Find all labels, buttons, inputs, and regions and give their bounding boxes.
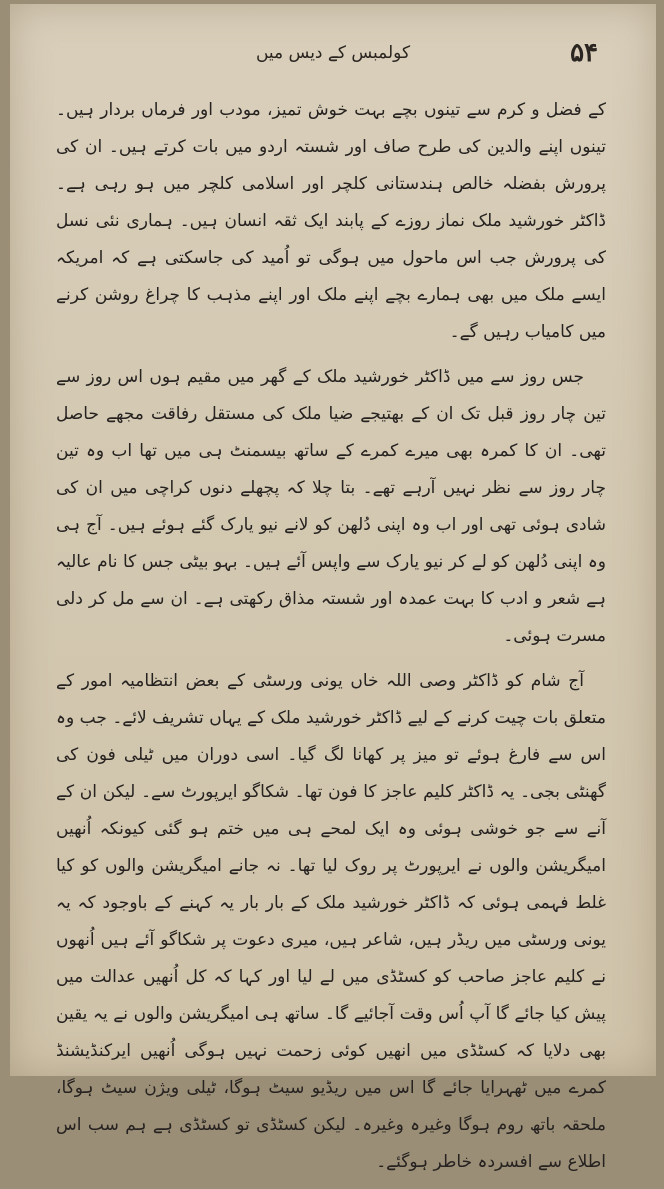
book-page (10, 4, 656, 1172)
page-header (10, 38, 656, 78)
paragraph-2: جس روز سے میں ڈاکٹر خورشید ملک کے گھر میں مقیم ہوں اس روز سے تین چار روز قبل تک ان کے بھتیجے ضیا ملک کی مستقل رفاقت مجھے حاصل تھی۔ ان کا کمرہ بھی میرے کمرے کے ساتھ بیسمنٹ ہی میں تھا اب وہ تین چار روز سے نظر نہیں آرہے تھے۔ بتا چلا کہ پچھلے دنوں کراچی میں ان کی شادی ہوئی تھی اور اب وہ اپنی دُلھن کو لانے نیو یارک گئے ہوئے ہیں۔ آج ہی وہ اپنی دُلھن کو لے کر نیو یارک سے واپس آئے ہیں۔ بہو بیٹی جس کا نام عالیہ ہے شعر و ادب کا بہت عمدہ اور شستہ مذاق رکھتی ہے۔ ان سے مل کر دلی مسرت ہوئی۔ (56, 367, 606, 646)
paragraph-3: آج شام کو ڈاکٹر وصی اللہ خاں یونی ورسٹی کے بعض انتظامیہ امور کے متعلق بات چیت کرنے کے لیے ڈاکٹر خورشید ملک کے یہاں تشریف لائے۔ جب وہ اس سے فارغ ہوئے تو میز پر کھانا لگ گیا۔ اسی دوران میں ٹیلی فون کی گھنٹی بجی۔ یہ ڈاکٹر کلیم عاجز کا فون تھا۔ شکاگو ایرپورٹ سے۔ لیکن ان کے آنے سے جو خوشی ہوئی وہ ایک لمحے ہی میں ختم ہو گئی کیونکہ اُنھیں امیگریشن والوں نے ایرپورٹ پر روک لیا تھا۔ نہ جانے امیگریشن والوں کو کیا غلط فہمی ہوئی کہ ڈاکٹر خورشید ملک کے بار بار یہ کہنے کے باوجود کہ یہ یونی ورسٹی میں ریڈر ہیں، شاعر ہیں، میری دعوت پر شکاگو آئے ہیں اُنھوں نے کلیم عاجز صاحب کو کسٹڈی میں لے لیا اور کہا کہ کل اُنھیں عدالت میں پیش کیا جائے گا آپ اُس وقت آجائیے گا۔ ساتھ ہی امیگریشن والوں نے یہ یقین بھی دلایا کہ کسٹڈی میں انھیں کوئی زحمت نہیں ہوگی اُنھیں ایرکنڈیشنڈ کمرے میں ٹھہرایا جائے گا اس میں ریڈیو سیٹ ہوگا، ٹیلی ویژن سیٹ ہوگا، ملحقہ باتھ روم ہوگا وغیرہ وغیرہ۔ لیکن کسٹڈی تو کسٹڈی ہے ہم سب اس اطلاع سے افسردہ خاطر ہوگئے۔ (56, 671, 606, 1172)
running-title: کولمبس کے دیس میں (255, 43, 411, 63)
page-number: ۵۴ (570, 38, 598, 68)
paragraph-1: کے فضل و کرم سے تینوں بچے بہت خوش تمیز، مودب اور فرماں بردار ہیں۔ تینوں اپنے والدین کی طرح صاف اور شستہ اردو میں بات کرتے ہیں۔ ان کی پرورش بفضلہ خالص ہندستانی کلچر اور اسلامی کلچر میں ہو رہی ہے۔ ڈاکٹر خورشید ملک نماز روزے کے پابند ایک ثقہ انسان ہیں۔ ہماری نئی نسل کی پرورش جب اس ماحول میں ہوگی تو اُمید کی جاسکتی ہے کہ امریکہ ایسے ملک میں بھی ہمارے بچے اپنے ملک اور اپنے مذہب کا چراغ روشن کرنے میں کامیاب رہیں گے۔ (56, 100, 606, 342)
body-text (56, 92, 606, 1189)
